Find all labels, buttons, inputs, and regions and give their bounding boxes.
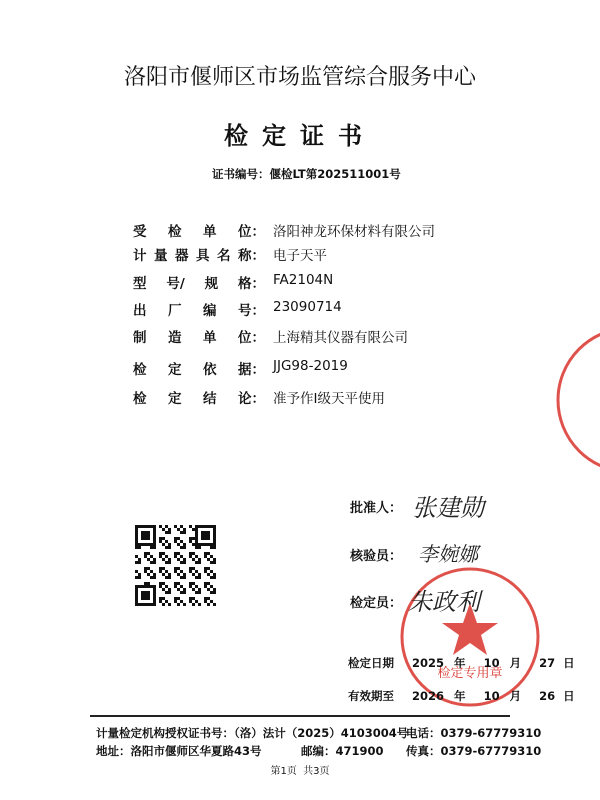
qr-module <box>138 558 141 561</box>
footer-divider <box>90 715 510 717</box>
month-unit: 月 <box>509 689 522 703</box>
qr-module <box>189 555 192 558</box>
field-value: 上海精其仪器有限公司 <box>273 330 408 346</box>
qr-module <box>189 537 192 540</box>
page-indicator: 第1页 共3页 <box>270 766 330 777</box>
qr-module <box>138 573 141 576</box>
qr-module <box>180 546 183 549</box>
qr-module <box>153 558 156 561</box>
label-char: 型 <box>133 276 147 292</box>
qr-module <box>195 546 198 549</box>
label-char: 制 <box>133 330 147 346</box>
qr-module <box>192 552 195 555</box>
verify-day: 27 <box>539 656 556 670</box>
qr-module <box>195 600 198 603</box>
qr-module <box>168 543 171 546</box>
qr-module <box>213 561 216 564</box>
qr-module <box>159 567 162 570</box>
valid-year: 2026 <box>412 689 445 703</box>
qr-module <box>207 588 210 591</box>
qr-module <box>147 567 150 570</box>
qr-module <box>213 603 216 606</box>
qr-module <box>135 546 138 549</box>
qr-module <box>165 570 168 573</box>
seal-subtitle: 检定专用章 <box>437 666 503 681</box>
qr-module <box>162 543 165 546</box>
qr-module <box>195 576 198 579</box>
field-label <box>133 326 265 346</box>
qr-module <box>201 531 210 540</box>
field-row <box>133 358 553 378</box>
qr-module <box>195 585 198 588</box>
qr-module <box>180 576 183 579</box>
document-title: 检定证书 <box>224 121 376 150</box>
qr-module <box>159 600 162 603</box>
qr-module <box>183 588 186 591</box>
qr-module <box>213 558 216 561</box>
qr-module <box>147 582 150 585</box>
label-char: 结 <box>203 391 217 407</box>
qr-module <box>174 552 177 555</box>
label-char: 具 <box>196 248 210 264</box>
inspector-signature: 朱政利 <box>408 588 480 616</box>
qr-module <box>177 558 180 561</box>
fax-label: 传真： <box>406 744 441 758</box>
qr-module <box>207 597 210 600</box>
certificate-number <box>212 166 401 182</box>
field-value: JJG98-2019 <box>273 358 348 374</box>
qr-module <box>183 558 186 561</box>
label-char: 检 <box>133 362 147 378</box>
qr-module <box>135 576 138 579</box>
qr-module <box>138 546 141 549</box>
qr-module <box>174 582 177 585</box>
qr-module <box>150 561 153 564</box>
qr-module <box>174 537 177 540</box>
field-value: 电子天平 <box>273 248 327 264</box>
qr-module <box>204 555 207 558</box>
qr-module <box>183 576 186 579</box>
qr-module <box>207 552 210 555</box>
verify-year: 2025 <box>412 656 445 670</box>
qr-module <box>168 531 171 534</box>
qr-module <box>135 570 138 573</box>
field-value: 准予作I级天平使用 <box>273 391 385 407</box>
qr-module <box>162 603 165 606</box>
verify-date <box>348 655 575 671</box>
qr-module <box>165 546 168 549</box>
qr-module <box>180 591 183 594</box>
month-unit: 月 <box>509 656 522 670</box>
qr-module <box>159 585 162 588</box>
qr-module <box>174 597 177 600</box>
field-row <box>133 272 553 292</box>
qr-module <box>165 585 168 588</box>
cert-no-label: 证书编号： <box>212 167 270 181</box>
organization-title: 洛阳市偃师区市场监管综合服务中心 <box>123 65 476 90</box>
qr-module <box>192 582 195 585</box>
auth-cert <box>96 725 408 741</box>
label-char: 号/ <box>166 276 185 292</box>
field-label <box>133 387 265 407</box>
field-row <box>133 244 553 264</box>
verifier-label: 核验员： <box>350 549 403 564</box>
zip-value: 471900 <box>335 744 384 758</box>
qr-module <box>174 600 177 603</box>
qr-module <box>162 588 165 591</box>
field-label <box>133 272 265 292</box>
qr-module <box>162 597 165 600</box>
label-char: 计 <box>133 248 147 264</box>
qr-module <box>162 552 165 555</box>
qr-module <box>192 597 195 600</box>
day-unit: 日 <box>563 689 575 703</box>
qr-module <box>162 567 165 570</box>
qr-code <box>135 525 217 607</box>
field-label <box>133 220 265 240</box>
year-unit: 年 <box>454 689 466 703</box>
label-char: 名 <box>217 248 231 264</box>
qr-module <box>159 555 162 558</box>
qr-module <box>153 576 156 579</box>
qr-module <box>204 570 207 573</box>
qr-module <box>207 573 210 576</box>
qr-module <box>144 582 147 585</box>
qr-module <box>174 555 177 558</box>
qr-module <box>138 576 141 579</box>
qr-module <box>159 537 162 540</box>
label-char: 编 <box>203 303 217 319</box>
approver-signature: 张建勋 <box>412 494 484 522</box>
label-char: 检 <box>133 391 147 407</box>
qr-module <box>162 558 165 561</box>
qr-module <box>165 561 168 564</box>
qr-module <box>204 552 207 555</box>
qr-module <box>141 531 150 540</box>
day-unit: 日 <box>563 656 575 670</box>
qr-module <box>150 570 153 573</box>
qr-module <box>213 546 216 549</box>
qr-module <box>174 570 177 573</box>
label-char: 单 <box>203 224 217 240</box>
qr-module <box>165 531 168 534</box>
valid-month: 10 <box>483 689 500 703</box>
qr-module <box>189 585 192 588</box>
qr-module <box>141 591 150 600</box>
qr-module <box>183 603 186 606</box>
address-label: 地址： <box>96 744 131 758</box>
qr-module <box>177 597 180 600</box>
qr-module <box>192 567 195 570</box>
qr-module <box>144 567 147 570</box>
qr-module <box>153 573 156 576</box>
qr-module <box>210 591 213 594</box>
qr-module <box>177 543 180 546</box>
label-char: 造 <box>168 330 182 346</box>
label-char: 格： <box>237 276 265 292</box>
qr-module <box>189 600 192 603</box>
label-char: 号： <box>238 303 265 319</box>
qr-module <box>165 525 168 528</box>
qr-module <box>189 552 192 555</box>
qr-module <box>165 555 168 558</box>
qr-module <box>189 525 192 528</box>
qr-module <box>210 546 213 549</box>
qr-module <box>213 591 216 594</box>
qr-module <box>159 570 162 573</box>
qr-module <box>147 552 150 555</box>
verify-date-label: 检定日期 <box>348 656 394 670</box>
qr-module <box>210 561 213 564</box>
field-row <box>133 387 553 407</box>
qr-module <box>168 546 171 549</box>
qr-module <box>180 555 183 558</box>
phone <box>406 725 541 741</box>
valid-date-label: 有效期至 <box>348 689 394 703</box>
qr-module <box>204 600 207 603</box>
qr-module <box>150 555 153 558</box>
qr-module <box>204 597 207 600</box>
qr-module <box>192 588 195 591</box>
qr-module <box>168 591 171 594</box>
qr-module <box>168 528 171 531</box>
field-value: 洛阳神龙环保材料有限公司 <box>273 224 435 240</box>
qr-module <box>144 570 147 573</box>
qr-module <box>159 552 162 555</box>
qr-module <box>210 555 213 558</box>
qr-module <box>210 585 213 588</box>
qr-module <box>177 588 180 591</box>
qr-module <box>183 531 186 534</box>
field-row <box>133 220 553 240</box>
field-label <box>133 358 265 378</box>
qr-module <box>150 546 153 549</box>
field-row <box>133 299 553 319</box>
qr-module <box>210 576 213 579</box>
label-char: 论： <box>238 391 265 407</box>
qr-module <box>168 573 171 576</box>
qr-module <box>138 561 141 564</box>
qr-module <box>162 573 165 576</box>
qr-module <box>198 546 201 549</box>
zip-label: 邮编： <box>301 744 336 758</box>
label-char: 位： <box>238 224 265 240</box>
year-unit: 年 <box>454 656 466 670</box>
qr-module <box>198 561 201 564</box>
label-char: 出 <box>133 303 147 319</box>
qr-module <box>183 573 186 576</box>
qr-module <box>195 555 198 558</box>
qr-module <box>183 528 186 531</box>
qr-module <box>168 558 171 561</box>
qr-module <box>177 537 180 540</box>
qr-module <box>144 552 147 555</box>
qr-module <box>174 540 177 543</box>
qr-module <box>180 600 183 603</box>
qr-module <box>147 573 150 576</box>
qr-module <box>192 603 195 606</box>
qr-module <box>162 582 165 585</box>
approver-label: 批准人： <box>350 501 403 516</box>
cert-no-value: 偃检LT第202511001号 <box>269 167 401 181</box>
qr-module <box>168 576 171 579</box>
auth-label: 计量检定机构授权证书号： <box>96 726 234 740</box>
qr-module <box>168 561 171 564</box>
qr-module <box>165 540 168 543</box>
qr-module <box>135 561 138 564</box>
label-char: 依 <box>203 362 217 378</box>
qr-module <box>174 585 177 588</box>
qr-module <box>144 555 147 558</box>
qr-module <box>189 570 192 573</box>
qr-module <box>204 567 207 570</box>
qr-module <box>210 600 213 603</box>
qr-module <box>180 531 183 534</box>
auth-number: （洛）法计（2025）4103004号 <box>234 726 409 740</box>
qr-module <box>213 588 216 591</box>
label-char: 称： <box>238 248 265 264</box>
verify-month: 10 <box>483 656 500 670</box>
qr-module <box>198 558 201 561</box>
label-char: 器 <box>175 248 189 264</box>
qr-module <box>213 573 216 576</box>
qr-module <box>210 570 213 573</box>
qr-module <box>159 597 162 600</box>
qr-module <box>189 582 192 585</box>
phone-value: 0379-67779310 <box>440 726 542 740</box>
qr-module <box>198 573 201 576</box>
qr-module <box>177 603 180 606</box>
qr-module <box>180 525 183 528</box>
label-char: 受 <box>133 224 147 240</box>
qr-module <box>207 558 210 561</box>
qr-module <box>195 561 198 564</box>
qr-module <box>192 543 195 546</box>
valid-until-date <box>348 688 575 704</box>
label-char: 位： <box>238 330 265 346</box>
qr-module <box>192 537 195 540</box>
field-label <box>133 299 265 319</box>
qr-module <box>183 561 186 564</box>
qr-module <box>159 525 162 528</box>
qr-module <box>150 576 153 579</box>
qr-module <box>153 561 156 564</box>
qr-module <box>198 603 201 606</box>
qr-module <box>189 597 192 600</box>
qr-module <box>174 567 177 570</box>
zip <box>301 743 384 759</box>
qr-module <box>177 573 180 576</box>
qr-module <box>159 540 162 543</box>
qr-module <box>183 591 186 594</box>
qr-module <box>198 576 201 579</box>
label-char: 检 <box>168 224 182 240</box>
valid-day: 26 <box>539 689 556 703</box>
qr-module <box>192 573 195 576</box>
qr-module <box>198 591 201 594</box>
qr-module <box>177 567 180 570</box>
qr-module <box>174 525 177 528</box>
qr-module <box>159 582 162 585</box>
inspector-label: 检定员： <box>350 596 403 611</box>
qr-module <box>177 528 180 531</box>
qr-module <box>213 576 216 579</box>
qr-module <box>177 582 180 585</box>
label-char: 定 <box>168 362 182 378</box>
qr-module <box>180 540 183 543</box>
qr-module <box>195 591 198 594</box>
label-char: 定 <box>168 391 182 407</box>
field-label <box>133 244 265 264</box>
qr-module <box>165 591 168 594</box>
label-char: 单 <box>203 330 217 346</box>
qr-module <box>198 588 201 591</box>
partial-seal <box>555 320 600 480</box>
qr-module <box>183 546 186 549</box>
qr-module <box>147 558 150 561</box>
qr-module <box>162 537 165 540</box>
qr-module <box>204 585 207 588</box>
qr-module <box>195 570 198 573</box>
qr-module <box>207 603 210 606</box>
qr-module <box>168 603 171 606</box>
field-value: 23090714 <box>273 299 342 315</box>
label-char: 据： <box>238 362 265 378</box>
qr-module <box>180 585 183 588</box>
qr-module <box>192 558 195 561</box>
label-char: 规 <box>204 276 219 292</box>
qr-module <box>189 567 192 570</box>
address <box>96 743 262 759</box>
qr-module <box>207 567 210 570</box>
label-char: 量 <box>154 248 168 264</box>
qr-module <box>189 540 192 543</box>
qr-module <box>153 546 156 549</box>
qr-module <box>180 570 183 573</box>
qr-module <box>192 528 195 531</box>
verifier-signature: 李婉娜 <box>418 542 478 566</box>
qr-module <box>165 576 168 579</box>
fax <box>406 743 541 759</box>
phone-label: 电话： <box>406 726 441 740</box>
field-row <box>133 326 553 346</box>
qr-module <box>135 555 138 558</box>
qr-module <box>207 582 210 585</box>
qr-module <box>183 543 186 546</box>
address-value: 洛阳市偃师区华夏路43号 <box>130 744 262 758</box>
qr-module <box>180 561 183 564</box>
qr-module <box>162 528 165 531</box>
qr-module <box>168 588 171 591</box>
fax-value: 0379-67779310 <box>440 744 542 758</box>
label-char: 厂 <box>168 303 182 319</box>
qr-module <box>204 582 207 585</box>
qr-module <box>165 600 168 603</box>
field-value: FA2104N <box>273 272 334 288</box>
qr-module <box>177 552 180 555</box>
